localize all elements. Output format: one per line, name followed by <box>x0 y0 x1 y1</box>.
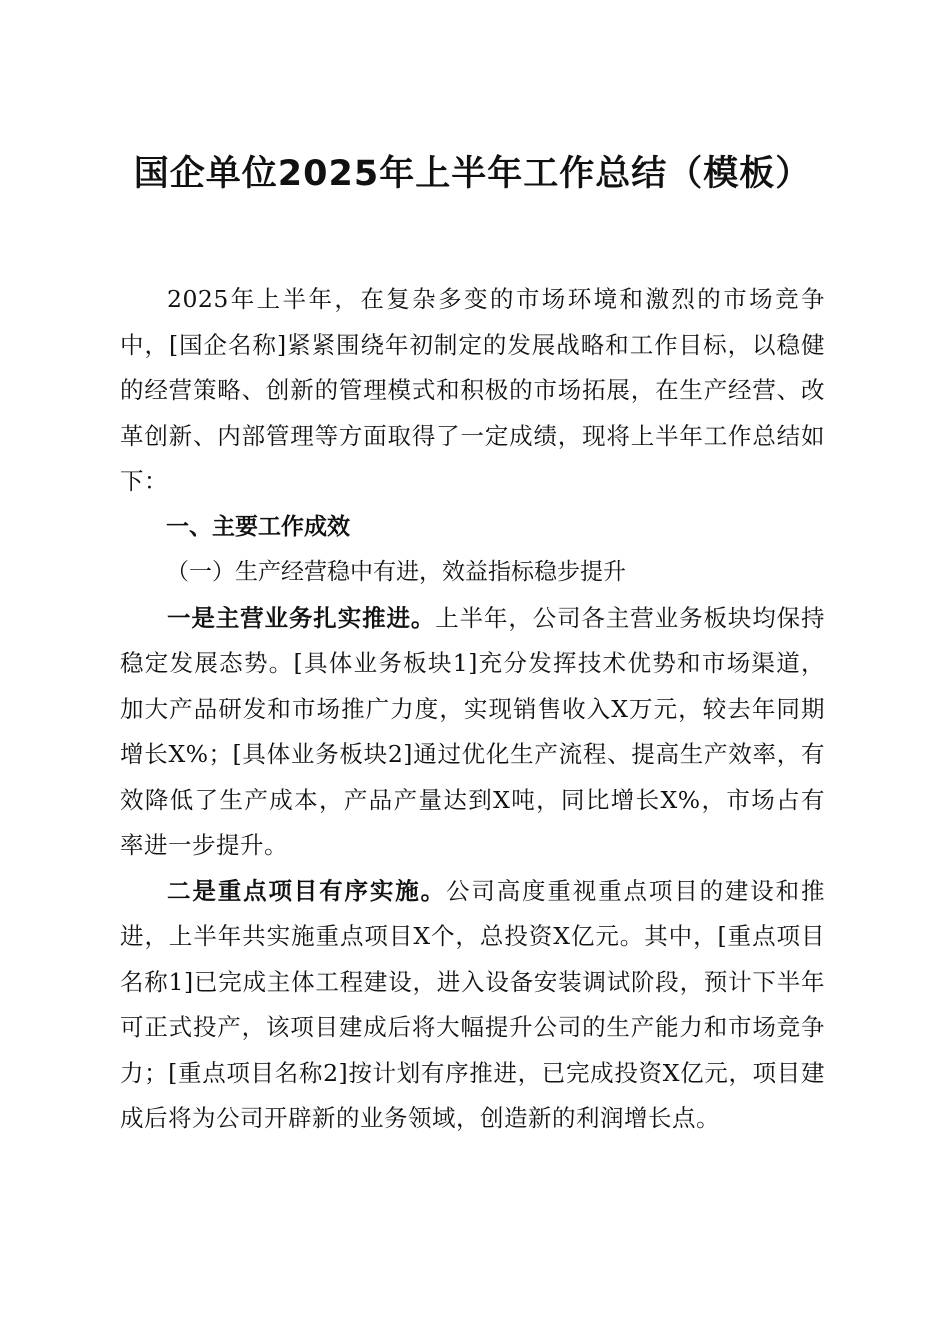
document-body <box>120 277 825 1142</box>
intro-paragraph: 2025年上半年，在复杂多变的市场环境和激烈的市场竞争中，[国企名称]紧紧围绕年初制定的发展战略和工作目标，以稳健的经营策略、创新的管理模式和积极的市场拓展，在生产经营、改革创新、内部管理等方面取得了一定成绩，现将上半年工作总结如下： <box>120 285 825 495</box>
paragraph-text: 公司高度重视重点项目的建设和推进，上半年共实施重点项目X个，总投资X亿元。其中，[重点项目名称1]已完成主体工程建设，进入设备安装调试阶段，预计下半年可正式投产，该项目建成后将大幅提升公司的生产能力和市场竞争力；[重点项目名称2]按计划有序推进，已完成投资X亿元，项目建成后将为公司开辟新的业务领域，创造新的利润增长点。 <box>120 876 826 1132</box>
paragraph-text: 上半年，公司各主营业务板块均保持稳定发展态势。[具体业务板块1]充分发挥技术优势和市场渠道，加大产品研发和市场推广力度，实现销售收入X万元，较去年同期增长X%；[具体业务板块2]通过优化生产流程、提高生产效率，有效降低了生产成本，产品产量达到X吨，同比增长X%，市场占有率进一步提升。 <box>120 603 826 859</box>
subsection-heading: （一）生产经营稳中有进，效益指标稳步提升 <box>166 559 626 585</box>
document-title: 国企单位2025年上半年工作总结（模板） <box>133 154 812 194</box>
paragraph-lead: 二是重点项目有序实施。 <box>167 876 446 905</box>
paragraph-lead: 一是主营业务扎实推进。 <box>167 603 436 632</box>
paragraph-key-projects <box>120 869 825 1142</box>
paragraph-main-business <box>120 596 825 869</box>
section-heading: 一、主要工作成效 <box>166 513 350 540</box>
